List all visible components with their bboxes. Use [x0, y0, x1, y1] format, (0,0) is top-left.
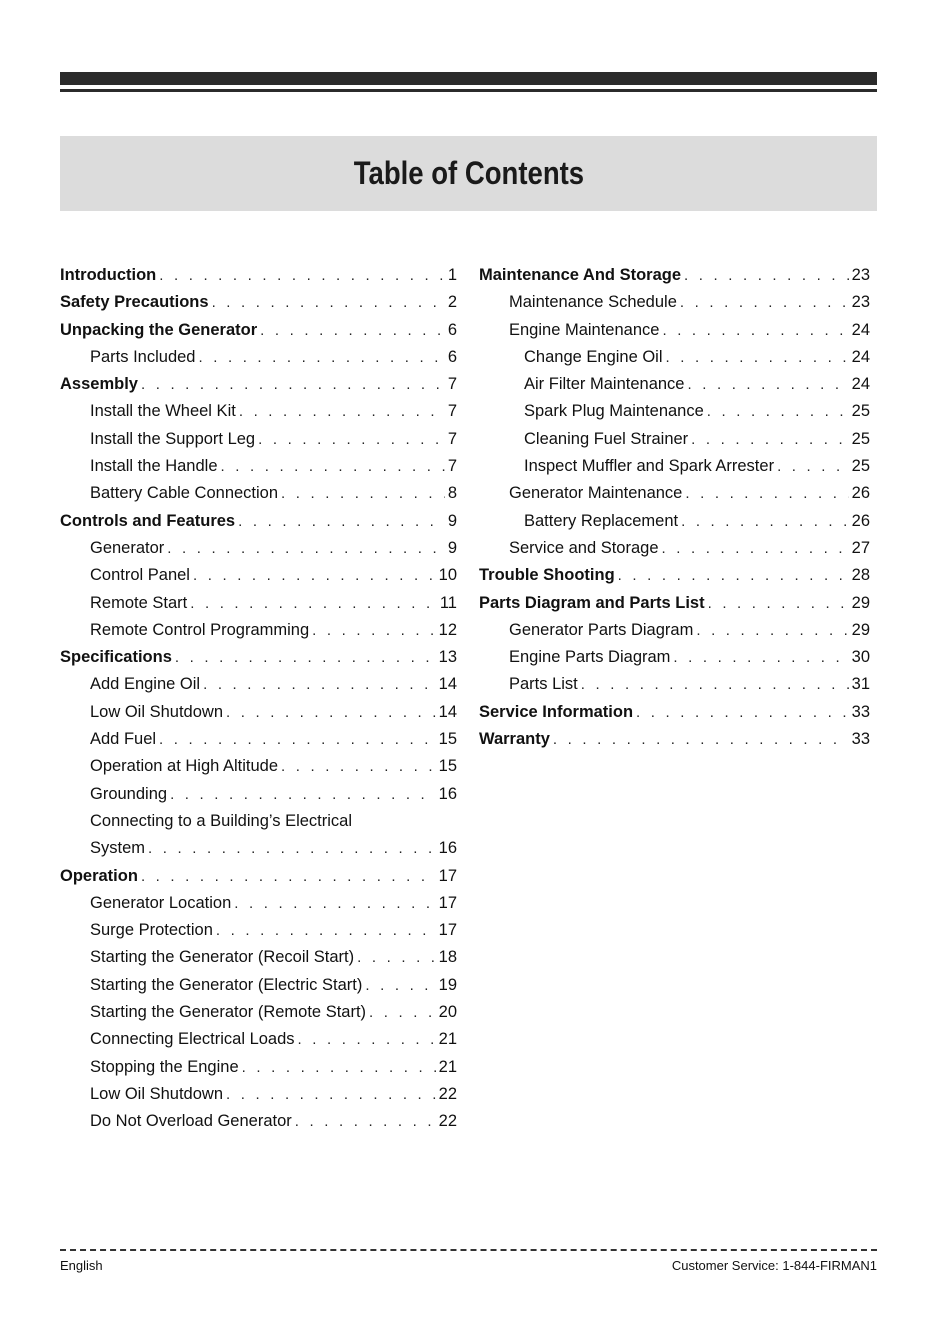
toc-right-column — [479, 262, 870, 753]
toc-dot-leader — [170, 781, 436, 808]
toc-page-number: 24 — [851, 375, 870, 394]
toc-page-number: 9 — [447, 511, 457, 530]
toc-page-number: 30 — [851, 648, 870, 667]
toc-dot-leader — [281, 753, 436, 780]
toc-entry-title: Cleaning Fuel Strainer — [524, 429, 689, 448]
toc-page-number: 21 — [438, 1030, 457, 1049]
toc-dot-leader — [190, 590, 437, 617]
toc-dot-leader — [159, 726, 436, 753]
toc-entry[interactable] — [60, 1054, 457, 1081]
toc-entry[interactable] — [60, 999, 457, 1026]
toc-entry-title: Generator Location — [90, 893, 232, 912]
toc-dot-leader — [357, 944, 436, 971]
toc-entry[interactable] — [479, 535, 870, 562]
toc-entry[interactable] — [60, 317, 457, 344]
toc-page-number: 23 — [851, 266, 870, 284]
toc-entry[interactable] — [479, 344, 870, 371]
toc-entry[interactable] — [60, 890, 457, 917]
toc-left-column — [60, 262, 457, 1136]
toc-entry-title: Inspect Muffler and Spark Arrester — [524, 457, 775, 476]
toc-page-number: 15 — [438, 730, 457, 749]
toc-dot-leader — [684, 262, 849, 289]
toc-entry[interactable] — [60, 781, 457, 808]
toc-page-number: 16 — [438, 784, 457, 803]
toc-dot-leader — [662, 317, 848, 344]
toc-entry-title: Surge Protection — [90, 921, 213, 940]
footer-divider — [60, 1249, 877, 1251]
toc-dot-leader — [234, 890, 435, 917]
toc-page-number: 14 — [438, 702, 457, 721]
toc-page-number: 2 — [447, 293, 457, 312]
toc-dot-leader — [226, 699, 436, 726]
toc-entry-title: Generator Maintenance — [509, 484, 683, 503]
toc-entry-title: Battery Cable Connection — [90, 484, 279, 503]
toc-entry[interactable] — [479, 726, 870, 753]
toc-entry[interactable] — [60, 371, 457, 398]
toc-page-number: 6 — [447, 347, 457, 366]
toc-dot-leader — [141, 371, 445, 398]
toc-entry[interactable] — [60, 1026, 457, 1053]
toc-entry-title: Warranty — [479, 730, 550, 749]
toc-page-number: 26 — [851, 484, 870, 503]
toc-dot-leader — [618, 562, 849, 589]
toc-entry[interactable] — [479, 398, 870, 425]
toc-page-number: 24 — [851, 347, 870, 366]
toc-entry[interactable] — [60, 671, 457, 698]
toc-entry[interactable] — [60, 289, 457, 316]
toc-entry-title: Remote Start — [90, 593, 188, 612]
toc-entry-title: Service and Storage — [509, 538, 659, 557]
toc-page-number: 7 — [447, 429, 457, 448]
header-rule — [60, 89, 877, 92]
toc-page-number: 8 — [447, 484, 457, 503]
toc-page-number: 16 — [438, 839, 457, 858]
toc-dot-leader — [193, 562, 436, 589]
toc-page-number: 14 — [438, 675, 457, 694]
toc-dot-leader — [242, 1054, 436, 1081]
toc-entry[interactable] — [479, 426, 870, 453]
toc-dot-leader — [258, 426, 445, 453]
toc-page-number: 20 — [438, 1003, 457, 1022]
toc-entry[interactable] — [479, 644, 870, 671]
toc-entry-title: Maintenance Schedule — [509, 293, 677, 312]
toc-page-number: 33 — [851, 702, 870, 721]
footer-customer-service: Customer Service: 1-844-FIRMAN1 — [671, 1258, 877, 1273]
toc-dot-leader — [239, 398, 445, 425]
toc-page-number: 6 — [447, 320, 457, 339]
toc-page-number: 11 — [439, 593, 457, 612]
toc-entry[interactable] — [60, 480, 457, 507]
toc-dot-leader — [777, 453, 849, 480]
toc-entry-title: Stopping the Engine — [90, 1057, 239, 1076]
toc-entry[interactable] — [479, 590, 870, 617]
toc-entry-title: Install the Support Leg — [90, 429, 256, 448]
toc-entry-title: Parts Included — [90, 347, 196, 366]
toc-dot-leader — [673, 644, 848, 671]
toc-page-number: 12 — [438, 620, 457, 639]
toc-page-number: 18 — [438, 948, 457, 967]
toc-page-number: 19 — [438, 975, 457, 994]
header-bar — [60, 72, 877, 85]
toc-entry[interactable] — [60, 917, 457, 944]
toc-page-number: 17 — [438, 921, 457, 940]
toc-dot-leader — [148, 835, 436, 862]
toc-entry[interactable] — [60, 1108, 457, 1135]
toc-dot-leader — [281, 480, 445, 507]
toc-entry-title: Trouble Shooting — [479, 566, 615, 585]
toc-dot-leader — [175, 644, 436, 671]
toc-dot-leader — [198, 344, 444, 371]
toc-entry-title: Specifications — [60, 648, 172, 667]
toc-dot-leader — [141, 863, 436, 890]
toc-entry-title: Service Information — [479, 702, 634, 721]
toc-entry-title: Air Filter Maintenance — [524, 375, 685, 394]
toc-entry[interactable] — [60, 344, 457, 371]
toc-dot-leader — [369, 999, 436, 1026]
toc-entry[interactable] — [60, 726, 457, 753]
toc-entry-title: Remote Control Programming — [90, 620, 310, 639]
toc-page-number: 22 — [438, 1084, 457, 1103]
toc-entry-title: Low Oil Shutdown — [90, 1084, 223, 1103]
toc-entry-title: Parts Diagram and Parts List — [479, 593, 705, 612]
toc-page-number: 27 — [851, 538, 870, 557]
toc-page-number: 26 — [851, 511, 870, 530]
toc-entry-title: Unpacking the Generator — [60, 320, 258, 339]
toc-page-number: 22 — [438, 1112, 457, 1131]
toc-entry-title: Safety Precautions — [60, 293, 209, 312]
toc-page-number: 21 — [438, 1057, 457, 1076]
toc-entry[interactable] — [60, 262, 457, 289]
toc-page-number: 17 — [438, 893, 457, 912]
toc-entry[interactable] — [479, 617, 870, 644]
toc-page-number: 29 — [851, 620, 870, 639]
toc-entry[interactable] — [479, 289, 870, 316]
toc-entry[interactable] — [479, 453, 870, 480]
toc-dot-leader — [312, 617, 435, 644]
toc-entry[interactable] — [60, 644, 457, 671]
toc-entry[interactable] — [60, 972, 457, 999]
toc-entry[interactable] — [479, 699, 870, 726]
toc-entry-title: Add Fuel — [90, 730, 157, 749]
toc-dot-leader — [691, 426, 848, 453]
toc-entry-title: Starting the Generator (Recoil Start) — [90, 948, 355, 967]
toc-dot-leader — [662, 535, 849, 562]
toc-entry-title: Add Engine Oil — [90, 675, 201, 694]
toc-entry[interactable] — [479, 262, 870, 289]
toc-entry-title: Low Oil Shutdown — [90, 702, 223, 721]
toc-page-number: 25 — [851, 402, 870, 421]
toc-entry[interactable] — [60, 426, 457, 453]
toc-entry-title: Maintenance And Storage — [479, 266, 682, 284]
toc-entry-title: Spark Plug Maintenance — [524, 402, 704, 421]
toc-dot-leader — [298, 1026, 436, 1053]
toc-entry[interactable] — [60, 453, 457, 480]
toc-dot-leader — [226, 1081, 436, 1108]
toc-dot-leader — [581, 671, 849, 698]
toc-entry[interactable] — [60, 835, 457, 862]
toc-entry-title: Starting the Generator (Electric Start) — [90, 975, 363, 994]
toc-page-number: 24 — [851, 320, 870, 339]
toc-dot-leader — [685, 480, 848, 507]
toc-entry-title: Assembly — [60, 375, 138, 394]
toc-entry[interactable] — [60, 753, 457, 780]
toc-entry-title: Generator — [90, 538, 165, 557]
toc-page-number: 10 — [438, 566, 457, 585]
toc-entry-title: Introduction — [60, 266, 157, 284]
toc-dot-leader — [687, 371, 848, 398]
toc-dot-leader — [216, 917, 436, 944]
toc-entry-title: Operation at High Altitude — [90, 757, 279, 776]
toc-page-number: 29 — [851, 593, 870, 612]
toc-page-number: 25 — [851, 429, 870, 448]
toc-entry[interactable] — [60, 398, 457, 425]
toc-entry-title: Battery Replacement — [524, 511, 679, 530]
toc-entry-title: Operation — [60, 866, 138, 885]
toc-dot-leader — [295, 1108, 436, 1135]
toc-dot-leader — [221, 453, 445, 480]
toc-dot-leader — [365, 972, 435, 999]
toc-entry-title: Engine Parts Diagram — [509, 648, 671, 667]
toc-entry-title: Do Not Overload Generator — [90, 1112, 292, 1131]
toc-entry[interactable] — [60, 863, 457, 890]
toc-entry-title: Grounding — [90, 784, 168, 803]
toc-page-number: 7 — [447, 375, 457, 394]
toc-entry[interactable] — [60, 699, 457, 726]
toc-page-number: 23 — [851, 293, 870, 312]
toc-entry[interactable] — [60, 1081, 457, 1108]
toc-entry-title: Connecting Electrical Loads — [90, 1030, 295, 1049]
toc-dot-leader — [212, 289, 445, 316]
toc-dot-leader — [238, 508, 445, 535]
toc-page-number: 17 — [438, 866, 457, 885]
toc-page-number: 9 — [447, 538, 457, 557]
toc-dot-leader — [680, 289, 849, 316]
toc-entry-title: Starting the Generator (Remote Start) — [90, 1003, 367, 1022]
toc-page-number: 13 — [438, 648, 457, 667]
footer-language: English — [60, 1258, 103, 1273]
toc-entry[interactable] — [479, 371, 870, 398]
toc-dot-leader — [696, 617, 848, 644]
toc-dot-leader — [636, 699, 849, 726]
toc-page-number: 7 — [447, 402, 457, 421]
toc-entry[interactable] — [479, 508, 870, 535]
toc-entry[interactable] — [60, 535, 457, 562]
toc-entry-title: Parts List — [509, 675, 578, 694]
toc-dot-leader — [260, 317, 445, 344]
toc-dot-leader — [553, 726, 849, 753]
toc-entry[interactable] — [60, 562, 457, 589]
toc-page-number: 31 — [851, 675, 870, 694]
toc-dot-leader — [167, 535, 445, 562]
toc-entry-title: Engine Maintenance — [509, 320, 660, 339]
toc-page-number: 7 — [447, 457, 457, 476]
toc-page-number: 15 — [438, 757, 457, 776]
toc-entry-title: Connecting to a Building’s Electrical — [90, 811, 353, 830]
toc-dot-leader — [159, 262, 445, 289]
toc-dot-leader — [203, 671, 436, 698]
toc-entry-title: Control Panel — [90, 566, 190, 585]
toc-dot-leader — [666, 344, 849, 371]
toc-entry-title: Install the Wheel Kit — [90, 402, 236, 421]
toc-dot-leader — [707, 398, 849, 425]
toc-entry[interactable] — [60, 944, 457, 971]
page-title: Table of Contents — [353, 155, 584, 191]
toc-entry[interactable] — [479, 317, 870, 344]
toc-entry[interactable] — [479, 562, 870, 589]
toc-entry[interactable] — [60, 590, 457, 617]
toc-entry[interactable] — [479, 671, 870, 698]
toc-entry-title: Controls and Features — [60, 511, 236, 530]
toc-entry[interactable] — [60, 508, 457, 535]
toc-entry[interactable] — [479, 480, 870, 507]
toc-entry[interactable] — [60, 808, 457, 835]
title-banner — [60, 136, 877, 211]
toc-entry-title: System — [90, 839, 146, 858]
toc-entry-title: Generator Parts Diagram — [509, 620, 694, 639]
toc-dot-leader — [708, 590, 849, 617]
toc-entry-title: Change Engine Oil — [524, 347, 663, 366]
toc-page-number: 1 — [447, 266, 457, 284]
toc-page-number: 33 — [851, 730, 870, 749]
toc-dot-leader — [681, 508, 849, 535]
toc-entry-title: Install the Handle — [90, 457, 218, 476]
toc-page-number: 28 — [851, 566, 870, 585]
toc-entry[interactable] — [60, 617, 457, 644]
toc-page-number: 25 — [851, 457, 870, 476]
